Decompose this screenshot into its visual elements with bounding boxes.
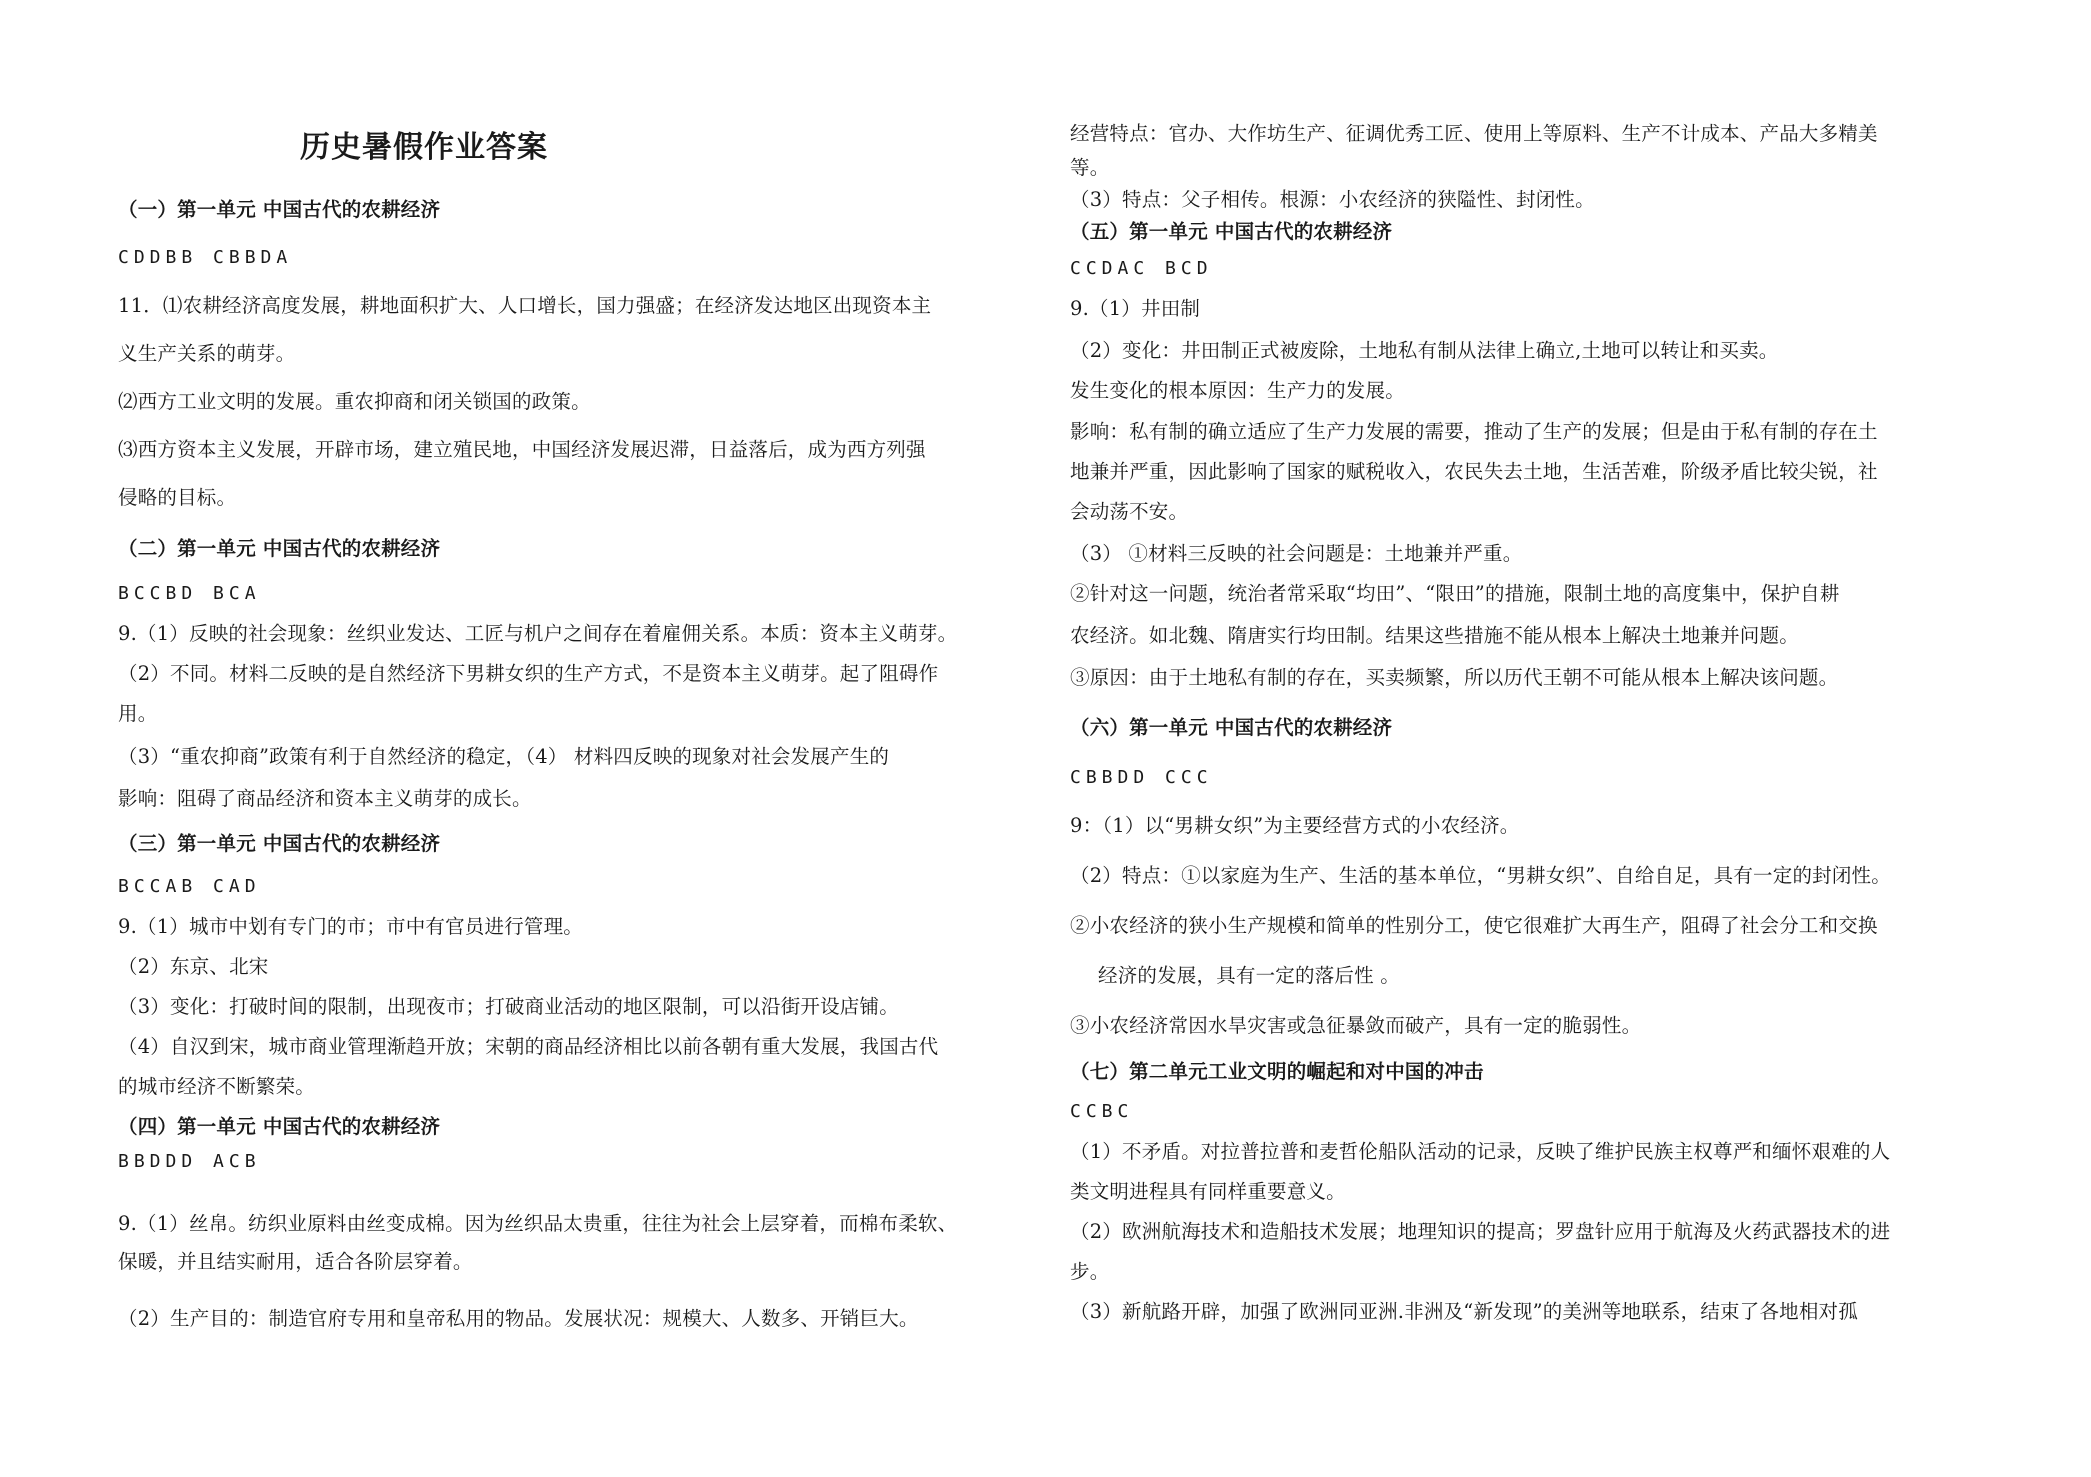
answer-line: （2）东京、北宋	[118, 955, 269, 978]
section-heading-5: （五）第一单元 中国古代的农耕经济	[1070, 220, 1393, 243]
answer-key: CCBC	[1070, 1101, 1134, 1122]
answer-line: 类文明进程具有同样重要意义。	[1070, 1180, 1346, 1203]
answer-line: 的城市经济不断繁荣。	[118, 1075, 316, 1098]
answer-line: 保暖，并且结实耐用，适合各阶层穿着。	[118, 1250, 473, 1273]
answer-key: BCCBD BCA	[118, 583, 261, 604]
answer-line: 9.（1）反映的社会现象：丝织业发达、工匠与机户之间存在着雇佣关系。本质：资本主义萌芽。	[118, 622, 958, 645]
page-title: 历史暑假作业答案	[300, 130, 548, 165]
answer-line: 地兼并严重，因此影响了国家的赋税收入，农民失去土地，生活苦难，阶级矛盾比较尖锐，社	[1070, 460, 1878, 483]
section-heading-6: （六）第一单元 中国古代的农耕经济	[1070, 716, 1393, 739]
answer-line: ③原因：由于土地私有制的存在，买卖频繁，所以历代王朝不可能从根本上解决该问题。	[1070, 666, 1839, 689]
answer-line: （3）变化：打破时间的限制，出现夜市；打破商业活动的地区限制，可以沿街开设店铺。	[118, 995, 899, 1018]
answer-key: BCCAB CAD	[118, 876, 261, 897]
section-heading-3: （三）第一单元 中国古代的农耕经济	[118, 832, 441, 855]
answer-line: 用。	[118, 702, 158, 725]
answer-line: （3）新航路开辟，加强了欧洲同亚洲.非洲及“新发现”的美洲等地联系，结束了各地相对孤	[1070, 1300, 1858, 1323]
answer-line: 义生产关系的萌芽。	[118, 342, 296, 365]
answer-line: 9.（1）丝帛。纺织业原料由丝变成棉。因为丝织品太贵重，往往为社会上层穿着，而棉布柔软、	[118, 1212, 958, 1235]
answer-line: 影响：阻碍了商品经济和资本主义萌芽的成长。	[118, 787, 532, 810]
answer-line: （2）变化：井田制正式被废除，土地私有制从法律上确立,土地可以转让和买卖。	[1070, 339, 1779, 362]
answer-line: （2）生产目的：制造官府专用和皇帝私用的物品。发展状况：规模大、人数多、开销巨大。	[118, 1307, 919, 1330]
answer-line: 经济的发展，具有一定的落后性 。	[1098, 964, 1400, 987]
answer-line: 农经济。如北魏、隋唐实行均田制。结果这些措施不能从根本上解决土地兼并问题。	[1070, 624, 1799, 647]
answer-line: 9.（1）城市中划有专门的市；市中有官员进行管理。	[118, 915, 584, 938]
answer-line: ②小农经济的狭小生产规模和简单的性别分工，使它很难扩大再生产，阻碍了社会分工和交换	[1070, 914, 1878, 937]
answer-line: ⑶西方资本主义发展，开辟市场，建立殖民地，中国经济发展迟滞，日益落后，成为西方列强	[118, 438, 926, 461]
section-heading-2: （二）第一单元 中国古代的农耕经济	[118, 537, 441, 560]
answer-line: 发生变化的根本原因：生产力的发展。	[1070, 379, 1405, 402]
answer-line: （3）特点：父子相传。根源：小农经济的狭隘性、封闭性。	[1070, 188, 1595, 211]
answer-key: CBBDD CCC	[1070, 767, 1213, 788]
section-heading-1: （一）第一单元 中国古代的农耕经济	[118, 198, 441, 221]
answer-line: 9.（1）井田制	[1070, 297, 1201, 320]
answer-line: （3）“重农抑商”政策有利于自然经济的稳定，（4） 材料四反映的现象对社会发展产生的	[118, 745, 890, 768]
answer-line: （2）特点：①以家庭为生产、生活的基本单位，“男耕女织”、自给自足，具有一定的封闭性。	[1070, 864, 1891, 887]
answer-line: （1）不矛盾。对拉普拉普和麦哲伦船队活动的记录，反映了维护民族主权尊严和缅怀艰难的人	[1070, 1140, 1891, 1163]
answer-line: 经营特点：官办、大作坊生产、征调优秀工匠、使用上等原料、生产不计成本、产品大多精美	[1070, 122, 1878, 145]
answer-line: （3） ①材料三反映的社会问题是：土地兼并严重。	[1070, 542, 1523, 565]
answer-line: ⑵西方工业文明的发展。重农抑商和闭关锁国的政策。	[118, 390, 591, 413]
answer-line: 等。	[1070, 156, 1110, 179]
answer-key: CDDBB CBBDA	[118, 247, 293, 268]
answer-line: 9：（1）以“男耕女织”为主要经营方式的小农经济。	[1070, 814, 1520, 837]
answer-line: （2）不同。材料二反映的是自然经济下男耕女织的生产方式，不是资本主义萌芽。起了阻碍作	[118, 662, 939, 685]
section-heading-4: （四）第一单元 中国古代的农耕经济	[118, 1115, 441, 1138]
answer-key: BBDDD ACB	[118, 1151, 261, 1172]
answer-line: （2）欧洲航海技术和造船技术发展；地理知识的提高；罗盘针应用于航海及火药武器技术的进	[1070, 1220, 1891, 1243]
answer-line: ②针对这一问题，统治者常采取“均田”、“限田”的措施，限制土地的高度集中，保护自耕	[1070, 582, 1840, 605]
answer-line: 11．⑴农耕经济高度发展，耕地面积扩大、人口增长，国力强盛；在经济发达地区出现资本主	[118, 294, 932, 317]
answer-line: 会动荡不安。	[1070, 500, 1189, 523]
answer-key: CCDAC BCD	[1070, 258, 1213, 279]
answer-line: 步。	[1070, 1260, 1110, 1283]
section-heading-7: （七）第二单元工业文明的崛起和对中国的冲击	[1070, 1060, 1484, 1083]
answer-line: （4）自汉到宋，城市商业管理渐趋开放；宋朝的商品经济相比以前各朝有重大发展，我国古代	[118, 1035, 939, 1058]
answer-line: 影响：私有制的确立适应了生产力发展的需要，推动了生产的发展；但是由于私有制的存在土	[1070, 420, 1878, 443]
answer-line: 侵略的目标。	[118, 486, 237, 509]
answer-line: ③小农经济常因水旱灾害或急征暴敛而破产，具有一定的脆弱性。	[1070, 1014, 1642, 1037]
